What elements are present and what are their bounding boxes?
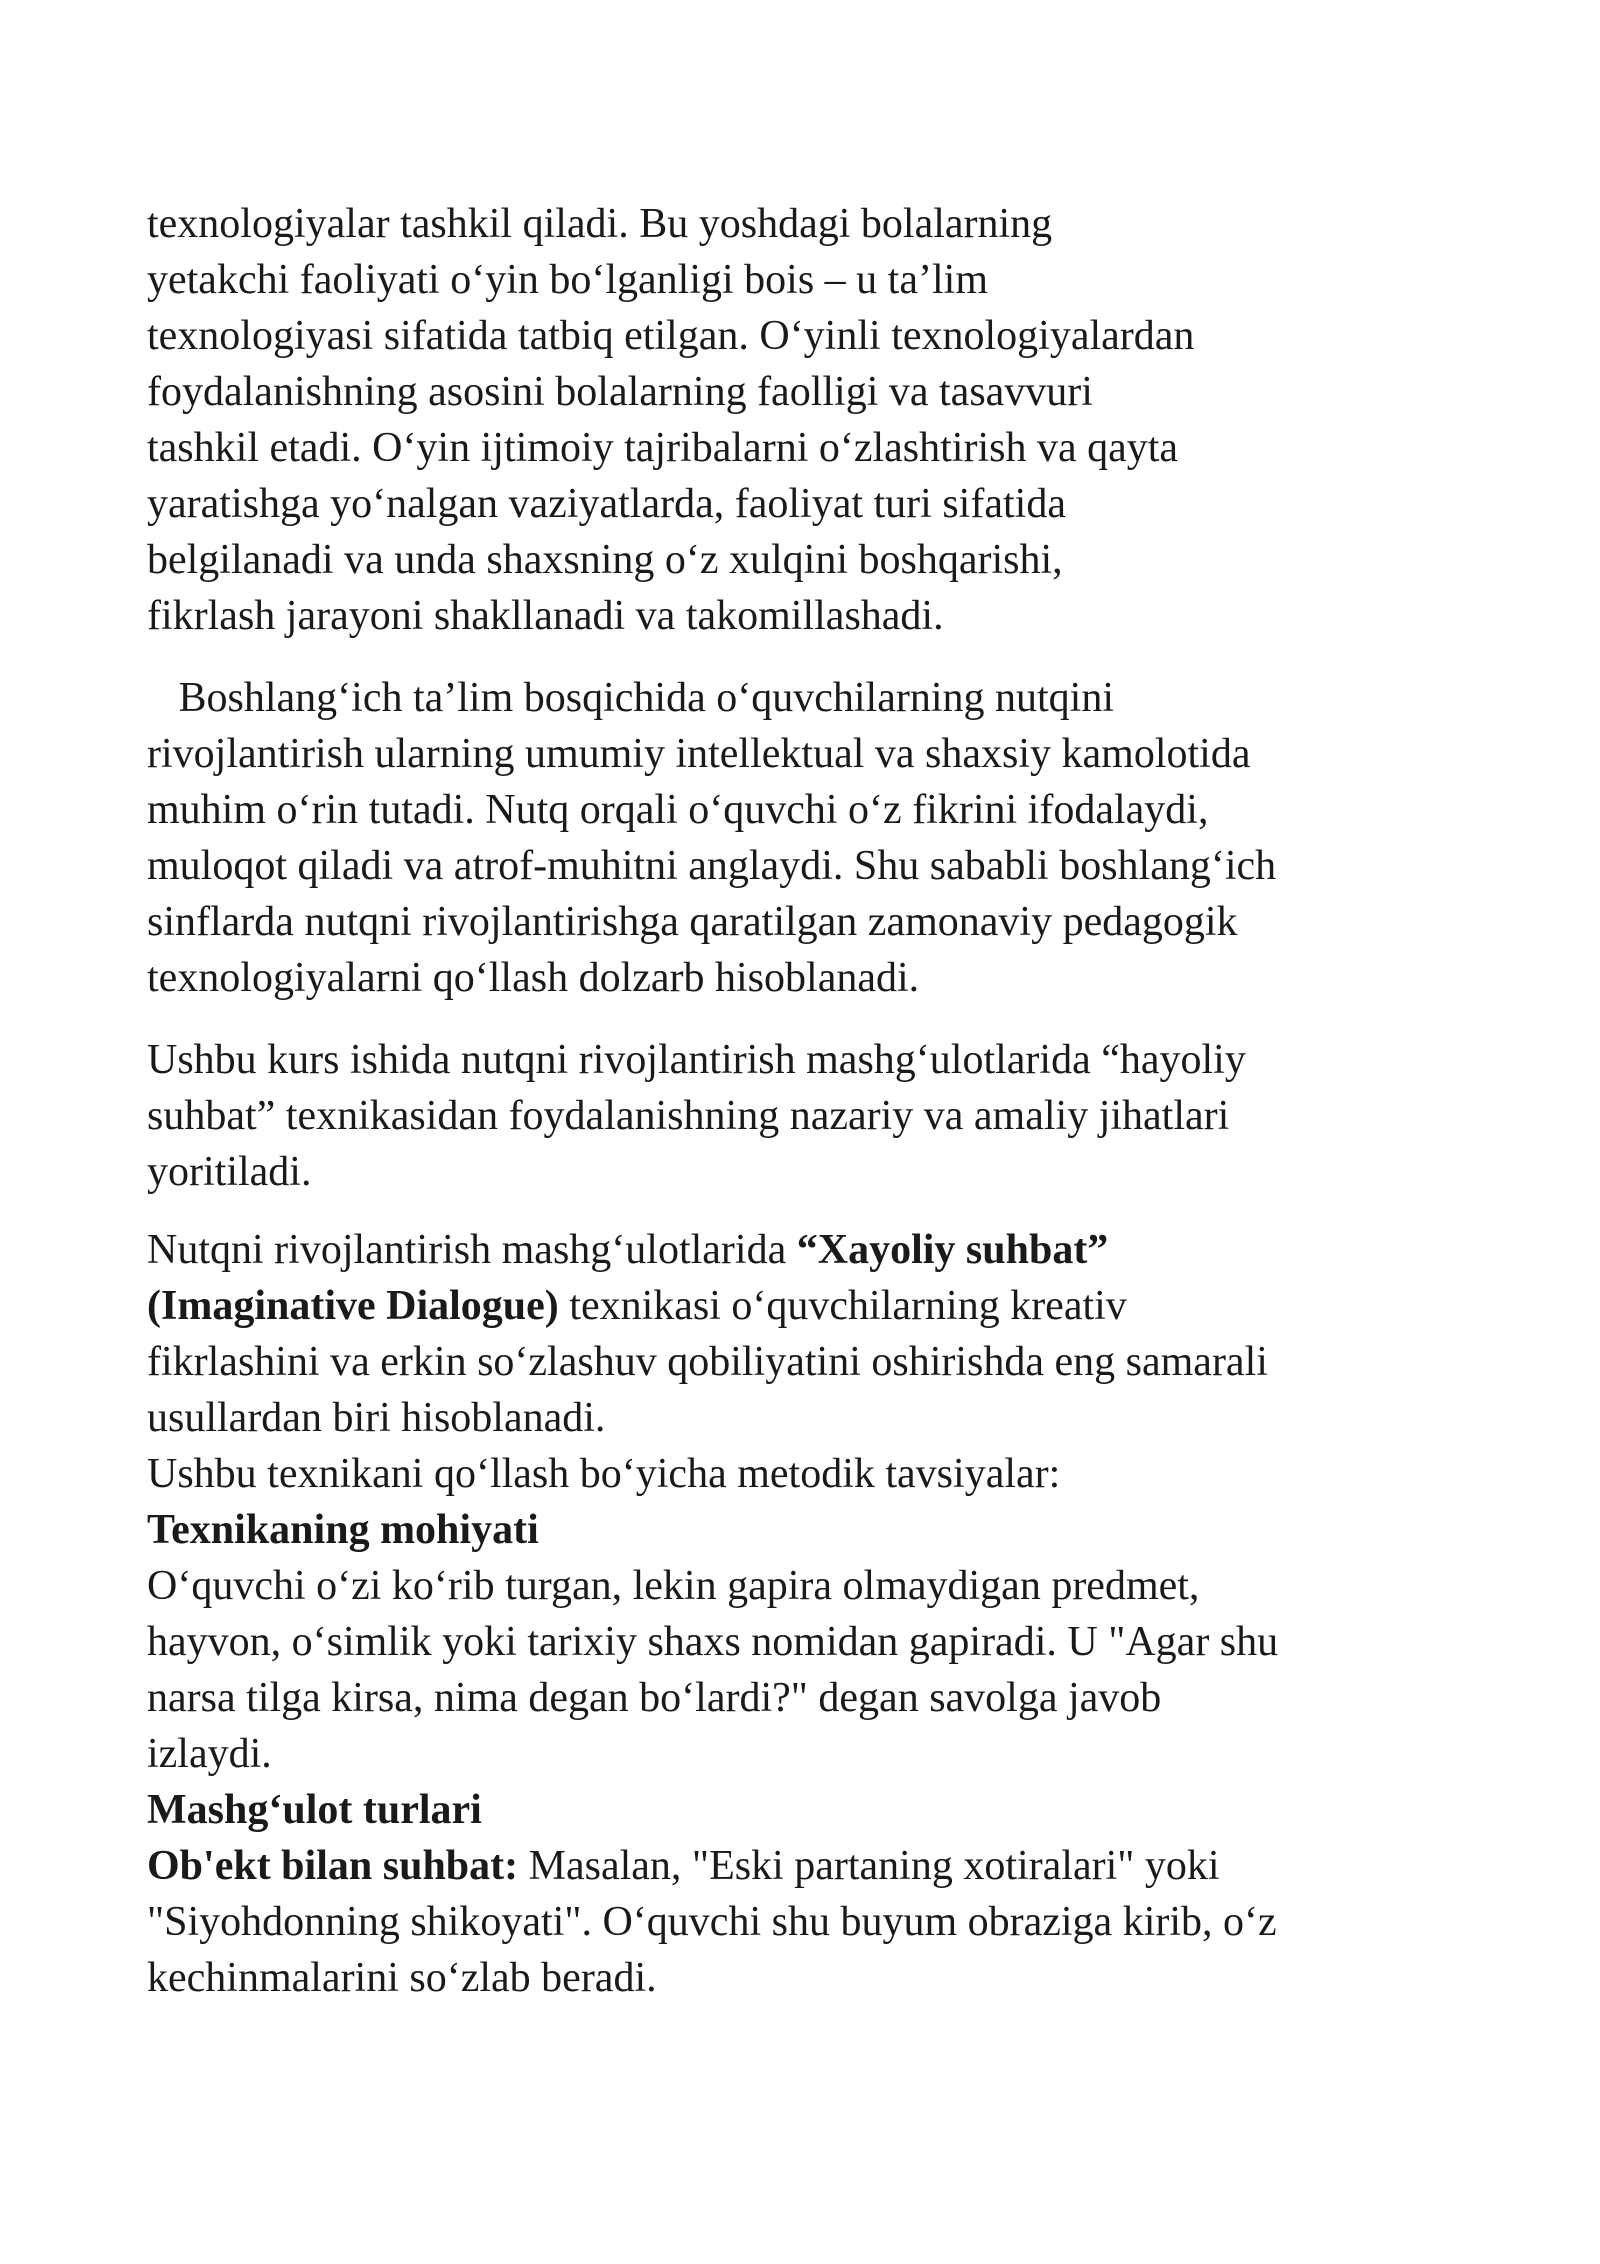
text-line: fikrlash jarayoni shakllanadi va takomillashadi. [147, 593, 944, 639]
text-line: texnologiyalar tashkil qiladi. Bu yoshdagi bolalarning [147, 201, 1053, 247]
text-line: yaratishga yo‘nalgan vaziyatlarda, faoliyat turi sifatida [147, 481, 1066, 527]
text-line: rivojlantirish ularning umumiy intellektual va shaxsiy kamolotida [147, 731, 1251, 777]
paragraph-1 [147, 196, 1477, 644]
text-line [147, 1278, 1477, 1334]
text-line [147, 1222, 1477, 1278]
heading-text: Texnikaning mohiyati [147, 1507, 539, 1553]
text-line: yoritiladi. [147, 1149, 312, 1195]
document-body [147, 196, 1477, 2006]
text-line: foydalanishning asosini bolalarning faolligi va tasavvuri [147, 369, 1093, 415]
text-line: hayvon, o‘simlik yoki tarixiy shaxs nomidan gapiradi. U "Agar shu [147, 1619, 1279, 1665]
heading-text: Mashg‘ulot turlari [147, 1787, 482, 1833]
text-line: Ushbu texnikani qo‘llash bo‘yicha metodik tavsiyalar: [147, 1451, 1061, 1497]
section-heading [147, 1502, 1477, 1558]
text-line: muhim o‘rin tutadi. Nutq orqali o‘quvchi o‘z fikrini ifodalaydi, [147, 787, 1209, 833]
paragraph-4 [147, 1222, 1477, 1502]
bold-term: “Xayoliy suhbat” [796, 1227, 1109, 1273]
text-line: fikrlashini va erkin so‘zlashuv qobiliyatini oshirishda eng samarali [147, 1339, 1268, 1385]
text-line: "Siyohdonning shikoyati". O‘quvchi shu buyum obraziga kirib, o‘z [147, 1899, 1277, 1945]
text-line: O‘quvchi o‘zi ko‘rib turgan, lekin gapira olmaydigan predmet, [147, 1563, 1200, 1609]
paragraph-3 [147, 1032, 1477, 1200]
text-line: kechinmalarini so‘zlab beradi. [147, 1955, 657, 2001]
text-line: Ushbu kurs ishida nutqni rivojlantirish mashg‘ulotlarida “hayoliy [147, 1037, 1246, 1083]
text-line: Boshlang‘ich ta’lim bosqichida o‘quvchilarning nutqini [147, 675, 1115, 721]
text-run: texnikasi o‘quvchilarning kreativ [558, 1283, 1127, 1329]
section-essence [147, 1502, 1477, 1782]
text-line: texnologiyasi sifatida tatbiq etilgan. O‘yinli texnologiyalardan [147, 313, 1195, 359]
bold-term: Ob'ekt bilan suhbat: [147, 1843, 519, 1889]
text-line: belgilanadi va unda shaxsning o‘z xulqini boshqarishi, [147, 537, 1063, 583]
text-run: Nutqni rivojlantirish mashg‘ulotlarida [147, 1227, 797, 1273]
section-heading [147, 1782, 1477, 1838]
text-run: Masalan, "Eski partaning xotiralari" yoki [518, 1843, 1220, 1889]
text-line: muloqot qiladi va atrof-muhitni anglaydi. Shu sababli boshlang‘ich [147, 843, 1277, 889]
text-line: izlaydi. [147, 1731, 272, 1777]
text-line: usullardan biri hisoblanadi. [147, 1395, 606, 1441]
text-line: sinflarda nutqni rivojlantirishga qaratilgan zamonaviy pedagogik [147, 899, 1238, 945]
section-exercise-types [147, 1782, 1477, 2006]
text-line: tashkil etadi. O‘yin ijtimoiy tajribalarni o‘zlashtirish va qayta [147, 425, 1179, 471]
text-line: yetakchi faoliyati o‘yin bo‘lganligi bois – u ta’lim [147, 257, 988, 303]
bold-term: (Imaginative Dialogue) [147, 1283, 559, 1329]
text-line: texnologiyalarni qo‘llash dolzarb hisoblanadi. [147, 955, 920, 1001]
text-line: narsa tilga kirsa, nima degan bo‘lardi?" degan savolga javob [147, 1675, 1162, 1721]
text-line [147, 1838, 1477, 1894]
paragraph-2 [147, 670, 1477, 1006]
text-line: suhbat” texnikasidan foydalanishning nazariy va amaliy jihatlari [147, 1093, 1230, 1139]
